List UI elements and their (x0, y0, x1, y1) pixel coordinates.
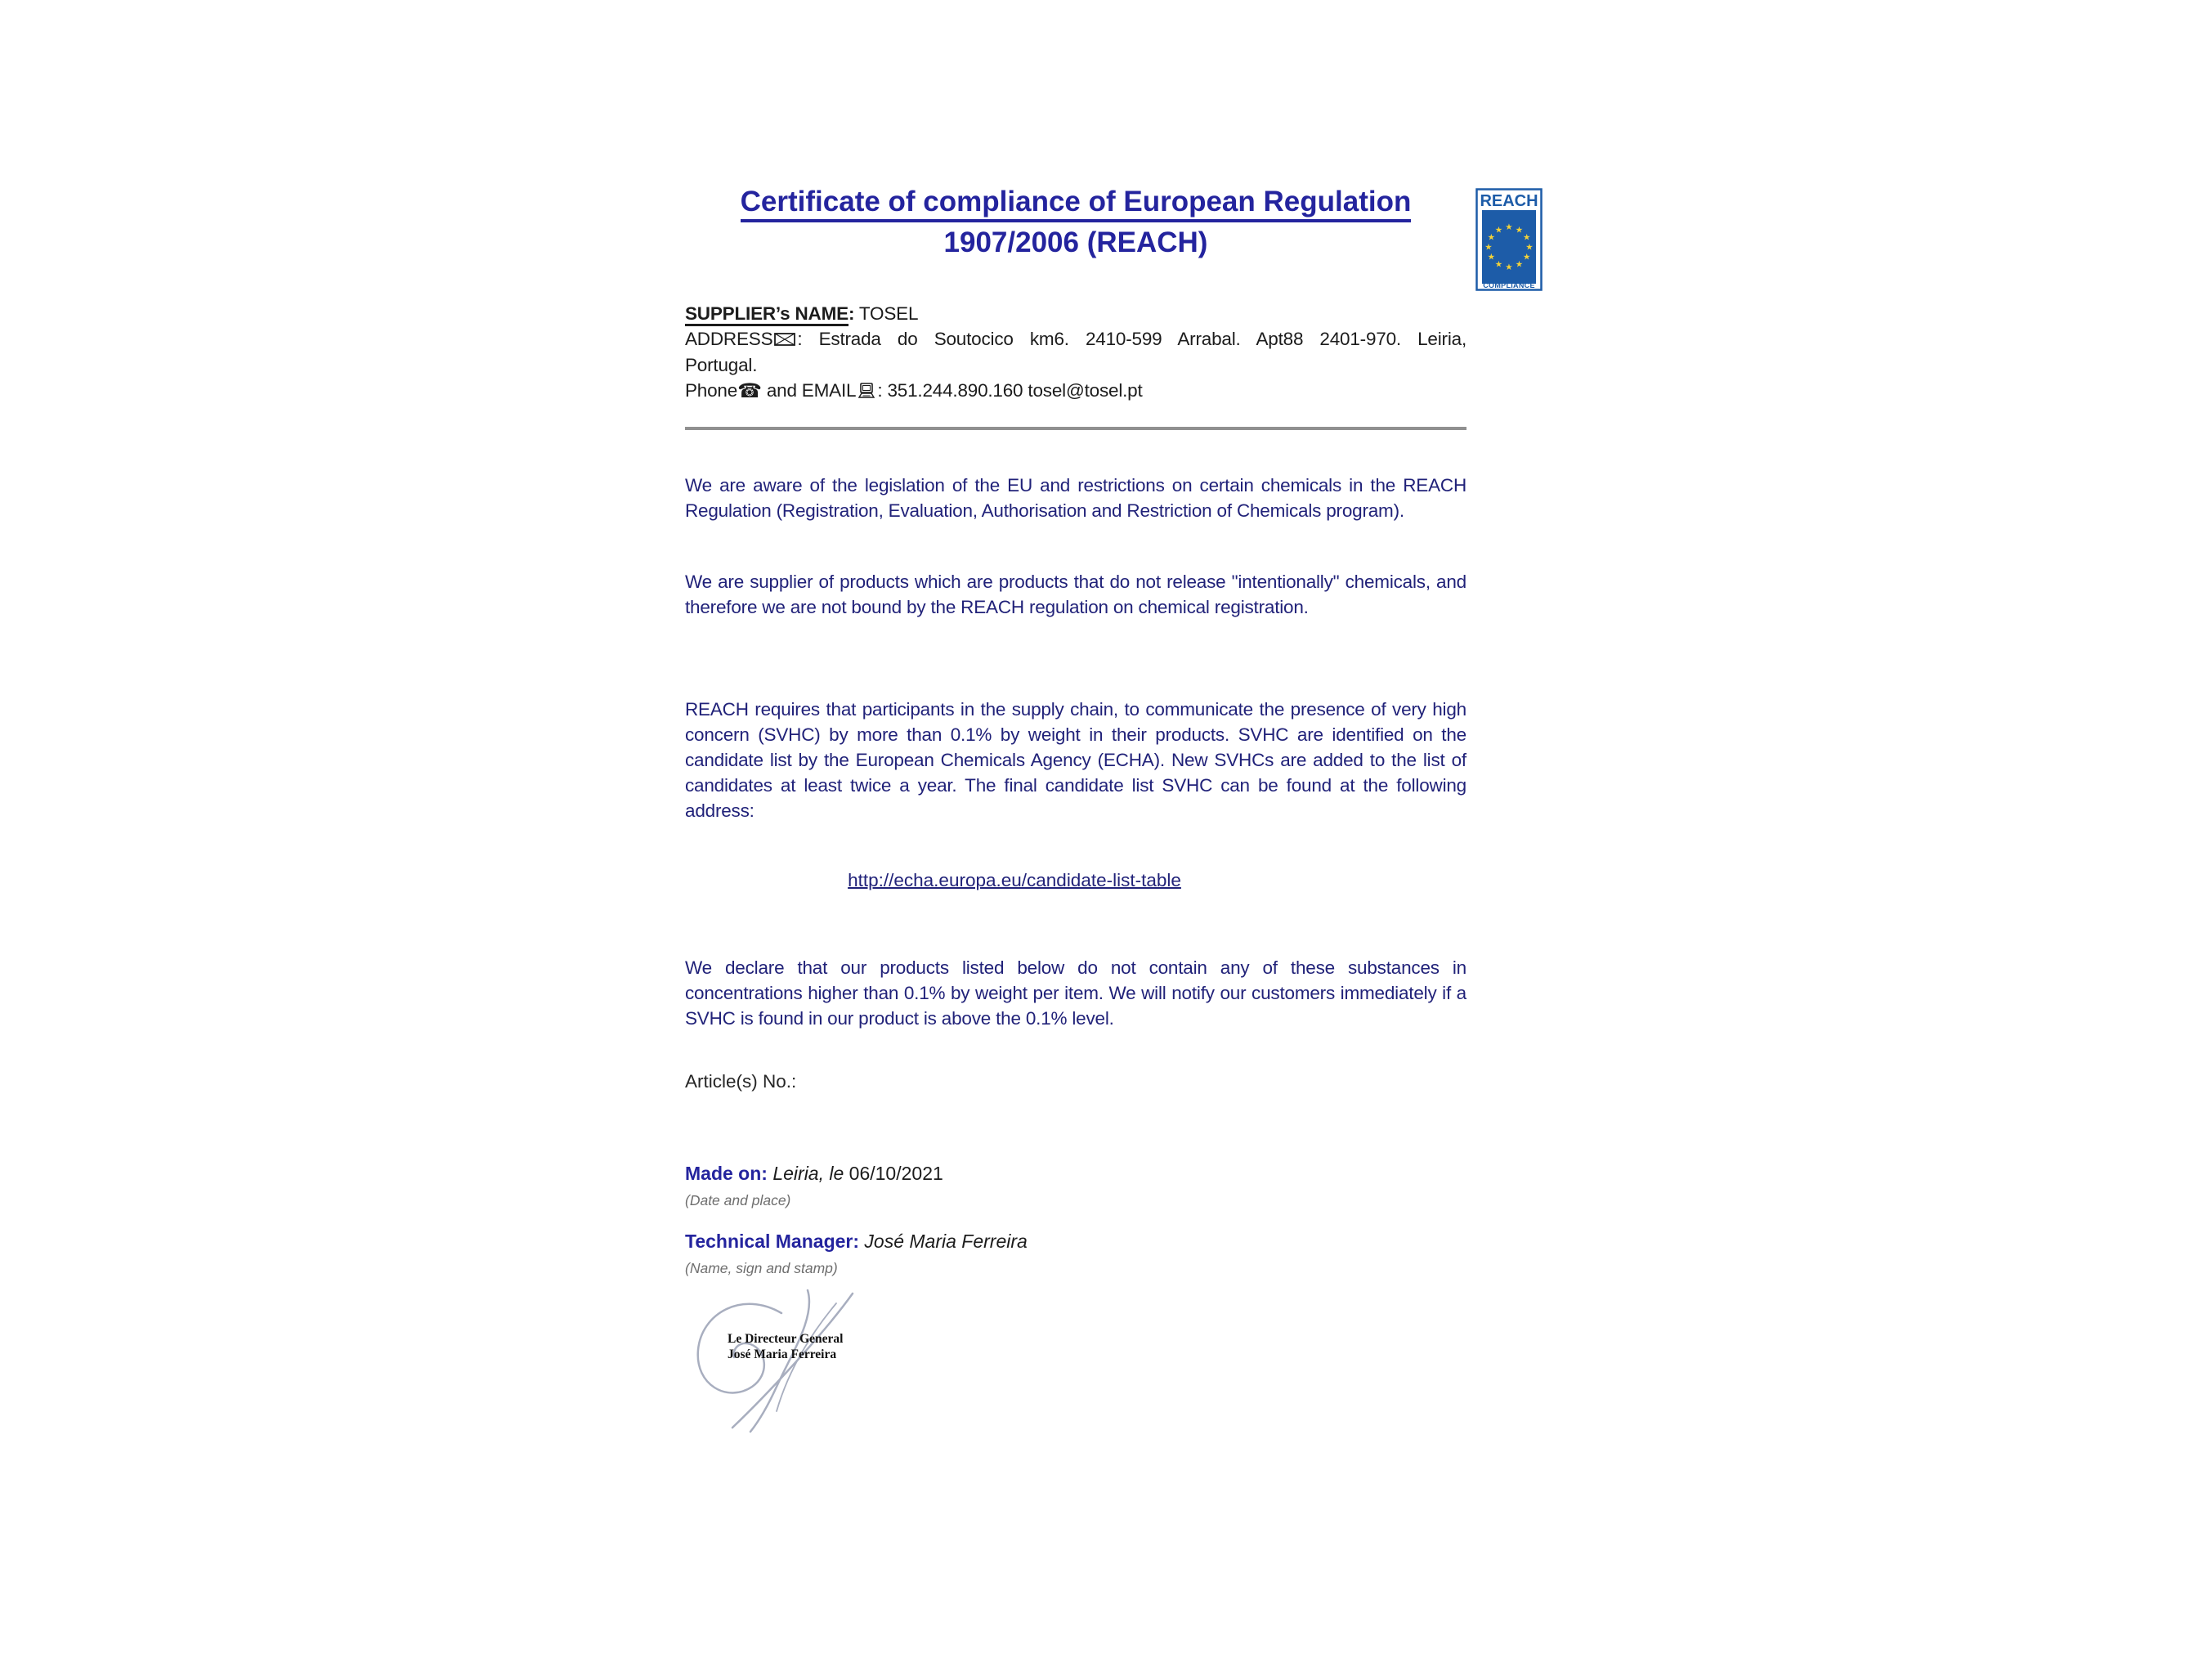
made-on-place: Leiria, le (767, 1163, 844, 1184)
svg-text:★: ★ (1522, 252, 1531, 262)
technical-manager-label: Technical Manager: (685, 1231, 860, 1252)
technical-manager-row (685, 1229, 1466, 1254)
signature-name: José Maria Ferreira (728, 1347, 837, 1361)
reach-logo-bottom-text: COMPLIANCE (1483, 281, 1535, 289)
address-colon: : (797, 329, 803, 349)
computer-icon (857, 380, 875, 406)
svg-text:★: ★ (1515, 259, 1524, 270)
supplier-name-label: SUPPLIER’s NAME (685, 303, 849, 326)
email-label: and EMAIL (761, 380, 857, 401)
title-line-1: Certificate of compliance of European Regulation (685, 182, 1466, 222)
phone-icon: ☎ (737, 379, 762, 402)
address-label: ADDRESS (685, 329, 773, 349)
candidate-list-link-row (685, 868, 1466, 893)
supplier-address-row (685, 326, 1466, 378)
svg-text:★: ★ (1525, 242, 1534, 253)
date-place-hint: (Date and place) (685, 1192, 791, 1208)
divider-rule (685, 427, 1466, 430)
supplier-block (685, 301, 1466, 406)
contact-colon: : (877, 380, 883, 401)
signature-block (685, 1289, 963, 1452)
article-number-label: Article(s) No.: (685, 1071, 797, 1092)
contact-value: 351.244.890.160 tosel@tosel.pt (882, 380, 1143, 401)
svg-text:★: ★ (1515, 225, 1524, 235)
signature-text (728, 1331, 843, 1362)
made-on-label: Made on: (685, 1163, 768, 1184)
made-on-date: 06/10/2021 (844, 1163, 943, 1184)
paragraph-declaration: We declare that our products listed below do not contain any of these substances in concentrations higher than 0.1% by weight per item. We will notify our customers immediately if a SVHC is found in our product is above the 0.1% level. (685, 957, 1466, 1029)
svg-text:★: ★ (1505, 262, 1513, 272)
svg-text:★: ★ (1487, 232, 1496, 243)
name-sign-stamp-hint: (Name, sign and stamp) (685, 1260, 838, 1276)
paragraph-reach-requirements: REACH requires that participants in the supply chain, to communicate the presence of very high concern (SVHC) by more than 0.1% by weight in their products. SVHC are identified on the candidate list by the European Chemicals Agency (ECHA). New SVHCs are added to the list of candidates at least twice a year. The final candidate list SVHC can be found at the following address: (685, 699, 1466, 821)
supplier-name-row (685, 301, 1466, 326)
envelope-icon (774, 327, 795, 352)
svg-text:★: ★ (1494, 225, 1503, 235)
address-value-line1: Estrada do Soutocico km6. 2410-599 Arrabal. Apt88 2401-970. Leiria, (802, 329, 1466, 349)
svg-text:★: ★ (1522, 232, 1531, 243)
address-value-line2: Portugal. (685, 355, 758, 375)
svg-text:★: ★ (1505, 222, 1513, 232)
reach-compliance-logo (1475, 188, 1543, 291)
technical-manager-name: José Maria Ferreira (859, 1231, 1028, 1252)
page-title (685, 182, 1466, 263)
svg-text:★: ★ (1487, 252, 1496, 262)
signature-flourish (685, 1289, 963, 1452)
made-on-row (685, 1161, 1466, 1186)
signature-title: Le Directeur General (728, 1332, 844, 1346)
supplier-contact-row (685, 378, 1466, 406)
document-content (685, 182, 1466, 1452)
svg-text:★: ★ (1494, 259, 1503, 270)
paragraph-supplier-statement: We are supplier of products which are products that do not release "intentionally" chemicals, and therefore we are not bound by the REACH regulation on chemical registration. (685, 572, 1466, 617)
title-line-2: 1907/2006 (REACH) (943, 226, 1208, 258)
paragraph-awareness: We are aware of the legislation of the EU and restrictions on certain chemicals in the REACH Regulation (Registration, Evaluation, Authorisation and Restriction of Chemicals program). (685, 475, 1466, 521)
svg-text:★: ★ (1484, 242, 1493, 253)
supplier-name-colon: : (848, 303, 855, 324)
supplier-name-value: TOSEL (854, 303, 919, 324)
reach-logo-top-text: REACH (1480, 192, 1538, 210)
candidate-list-link[interactable]: http://echa.europa.eu/candidate-list-table (848, 870, 1181, 890)
phone-label: Phone (685, 380, 738, 401)
